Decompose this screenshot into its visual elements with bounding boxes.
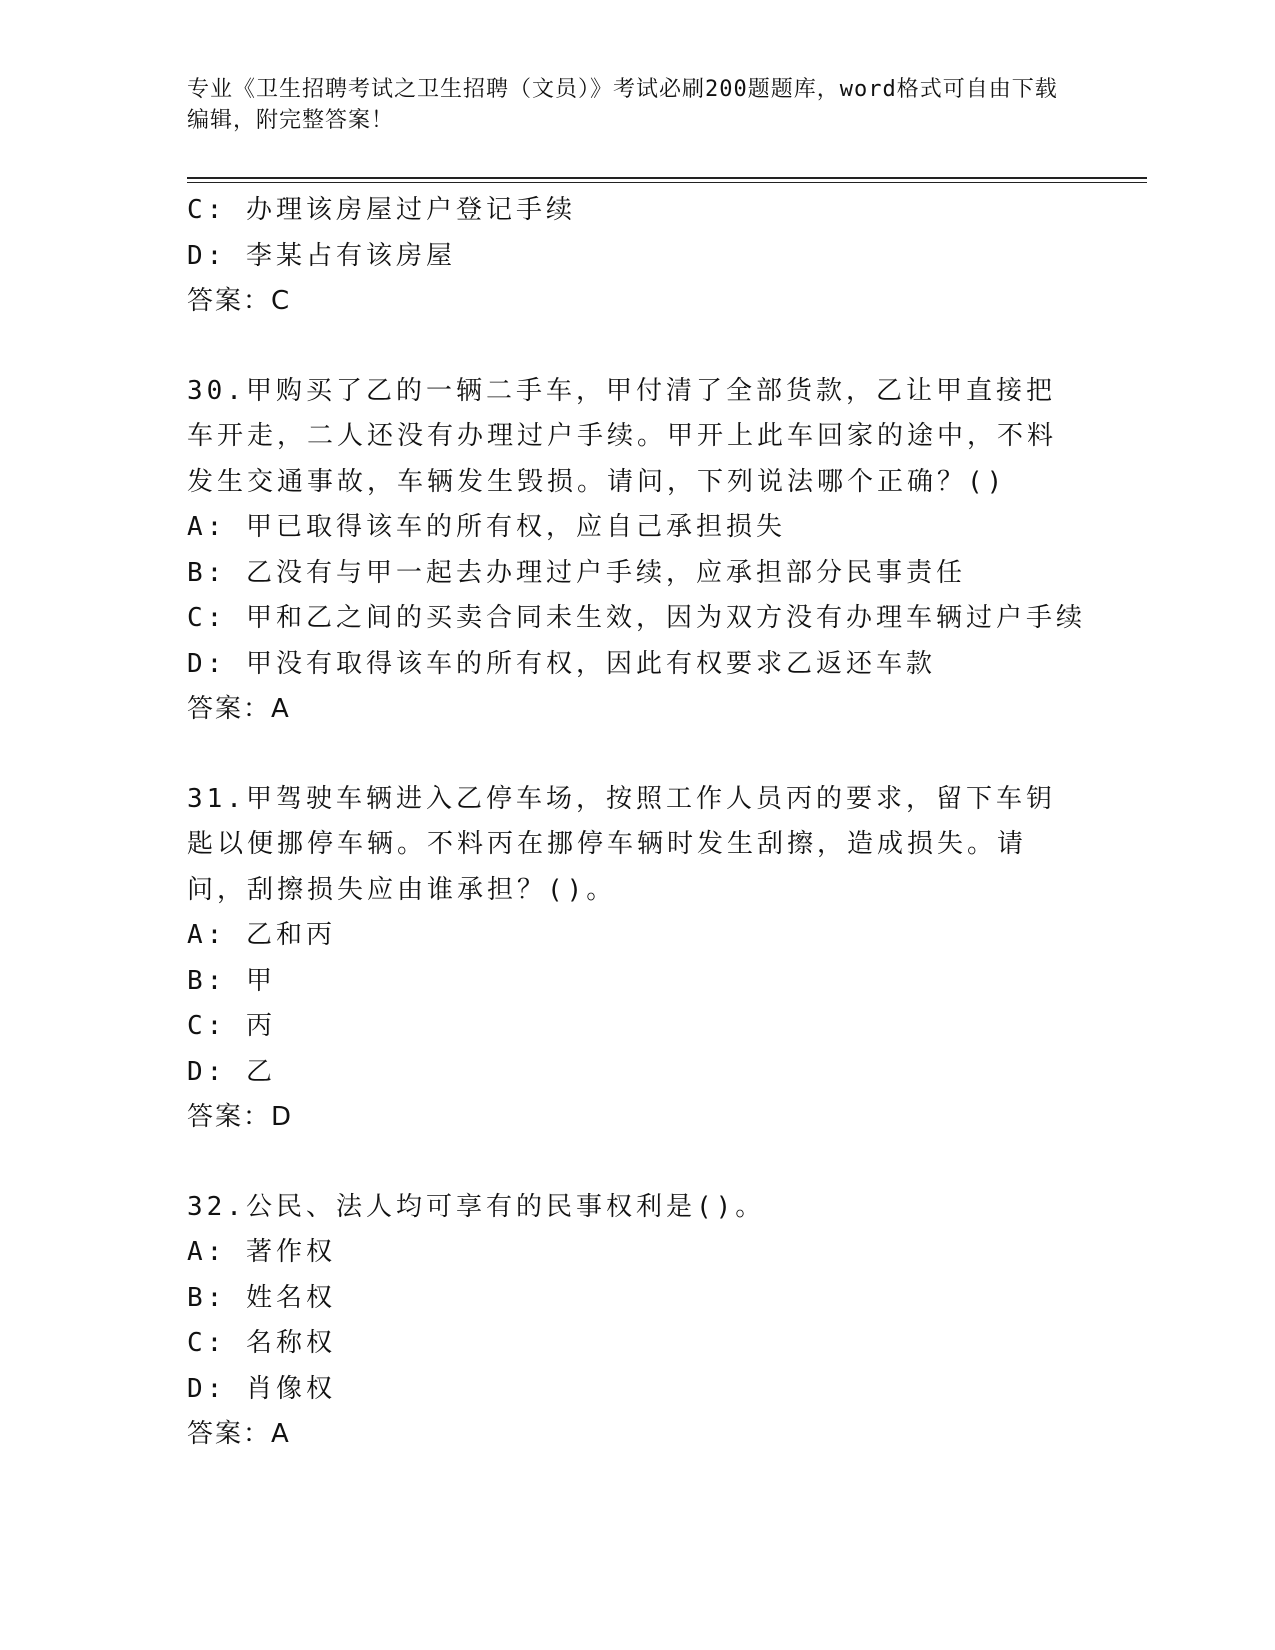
question-body: 甲驾驶车辆进入乙停车场，按照工作人员丙的要求，留下车钥匙以便挪停车辆。不料丙在挪停车辆时发生刮擦，造成损失。请问，刮擦损失应由谁承担？()。: [187, 783, 1056, 905]
option-text: 姓名权: [245, 1282, 336, 1313]
answer-line: 答案：D: [187, 1102, 294, 1132]
header-rule-thin: [187, 182, 1147, 183]
question-number: 31.: [187, 783, 246, 814]
option-key: C: [187, 1328, 207, 1358]
spacer: [187, 733, 1087, 777]
prev-question-tail: [187, 188, 1087, 325]
option-text: 甲: [245, 965, 276, 996]
question-number: 32.: [187, 1191, 246, 1222]
option-text: 著作权: [245, 1237, 336, 1267]
option-key: C: [187, 603, 207, 633]
option-b: B: 甲: [187, 965, 276, 996]
header-rule-thick: [187, 177, 1147, 179]
option-d: D: 乙: [187, 1056, 276, 1087]
option-d: D: 甲没有取得该车的所有权，因此有权要求乙返还车款: [187, 648, 936, 679]
answer-line: 答案：C: [187, 286, 292, 316]
option-text: 名称权: [245, 1328, 336, 1358]
option-key: D: [187, 648, 207, 679]
option-text: 乙: [245, 1056, 276, 1087]
spacer: [187, 325, 1087, 369]
option-key: C: [187, 195, 207, 225]
option-text: 办理该房屋过户登记手续: [245, 195, 576, 225]
spacer: [187, 1141, 1087, 1185]
question-body: 公民、法人均可享有的民事权利是()。: [245, 1191, 766, 1222]
option-key: A: [187, 1237, 207, 1267]
question-body: 甲购买了乙的一辆二手车，甲付清了全部货款，乙让甲直接把车开走，二人还没有办理过户手续。甲开上此车回家的途中，不料发生交通事故，车辆发生毁损。请问，下列说法哪个正确？(): [187, 375, 1058, 497]
option-text: 乙和丙: [245, 920, 336, 950]
option-key: D: [187, 240, 207, 271]
option-c: C: 丙: [187, 1011, 276, 1041]
option-text: 甲没有取得该车的所有权，因此有权要求乙返还车款: [245, 648, 936, 679]
option-b: B: 乙没有与甲一起去办理过户手续，应承担部分民事责任: [187, 557, 966, 588]
option-text: 李某占有该房屋: [245, 240, 456, 271]
option-key: B: [187, 965, 207, 996]
question-30: [187, 369, 1087, 733]
option-a: A: 乙和丙: [187, 920, 336, 950]
option-key: B: [187, 557, 207, 588]
option-key: A: [187, 512, 207, 542]
option-c: C: 甲和乙之间的买卖合同未生效，因为双方没有办理车辆过户手续: [187, 603, 1086, 633]
answer-line: 答案：A: [187, 694, 291, 724]
option-key: B: [187, 1282, 207, 1313]
option-text: 丙: [245, 1011, 276, 1041]
document-header: 专业《卫生招聘考试之卫生招聘（文员）》考试必刷200题题库，word格式可自由下载编辑，附完整答案！: [187, 77, 1058, 133]
option-key: C: [187, 1011, 207, 1041]
question-text: [187, 777, 1067, 914]
option-b: B: 姓名权: [187, 1282, 336, 1313]
answer-line: 答案：A: [187, 1419, 291, 1449]
option-c: C: 名称权: [187, 1328, 336, 1358]
question-text: [187, 369, 1067, 506]
option-d: D: 肖像权: [187, 1373, 336, 1404]
option-key: D: [187, 1373, 207, 1404]
question-32: [187, 1185, 1087, 1458]
option-text: 乙没有与甲一起去办理过户手续，应承担部分民事责任: [245, 557, 966, 588]
option-c: C: 办理该房屋过户登记手续: [187, 195, 576, 225]
option-a: A: 甲已取得该车的所有权，应自己承担损失: [187, 512, 786, 542]
option-text: 肖像权: [245, 1373, 336, 1404]
question-31: [187, 777, 1087, 1141]
option-a: A: 著作权: [187, 1237, 336, 1267]
option-d: D: 李某占有该房屋: [187, 240, 456, 271]
option-text: 甲已取得该车的所有权，应自己承担损失: [245, 512, 786, 542]
option-key: D: [187, 1056, 207, 1087]
question-number: 30.: [187, 375, 246, 406]
option-key: A: [187, 920, 207, 950]
question-text: [187, 1185, 1067, 1231]
document-content: [187, 188, 1087, 1458]
option-text: 甲和乙之间的买卖合同未生效，因为双方没有办理车辆过户手续: [245, 603, 1086, 633]
